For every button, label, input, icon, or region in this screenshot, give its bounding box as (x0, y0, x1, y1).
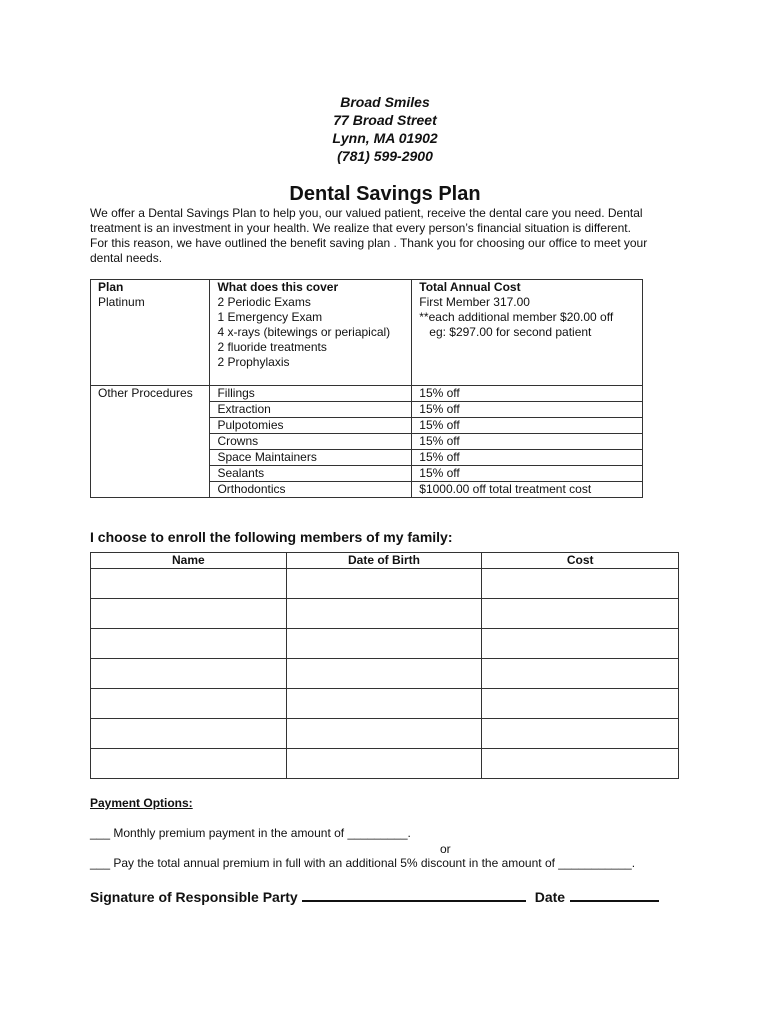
cover-header: What does this cover (217, 280, 339, 294)
monthly-payment-option[interactable]: ___ Monthly premium payment in the amount of _________. (90, 826, 411, 840)
cost-line: **each additional member $20.00 off (419, 310, 614, 324)
cost-line: First Member 317.00 (419, 295, 530, 309)
cover-item: 2 Periodic Exams (217, 295, 311, 309)
practice-street: 77 Broad Street (333, 112, 437, 128)
family-row (91, 659, 679, 689)
name-field[interactable] (91, 599, 287, 629)
dob-field[interactable] (286, 659, 482, 689)
procedure-name: Extraction (210, 402, 412, 418)
family-row (91, 599, 679, 629)
practice-phone: (781) 599-2900 (337, 148, 433, 164)
cover-item: 1 Emergency Exam (217, 310, 323, 324)
family-row (91, 629, 679, 659)
name-column-header: Name (91, 553, 287, 569)
intro-line: treatment is an investment in your health. We realize that every person’s financial situation is different. (90, 221, 631, 235)
date-label: Date (534, 889, 566, 905)
intro-line: For this reason, we have outlined the benefit saving plan . Thank you for choosing our office to meet your (90, 236, 648, 250)
family-members-table (90, 552, 679, 779)
family-row (91, 719, 679, 749)
plan-name: Other Procedures (98, 386, 193, 400)
dob-field[interactable] (286, 629, 482, 659)
family-row (91, 749, 679, 779)
cost-field[interactable] (482, 719, 679, 749)
procedure-cost: 15% off (412, 466, 643, 482)
signature-line (90, 888, 659, 906)
or-label: or (440, 842, 451, 856)
name-field[interactable] (91, 719, 287, 749)
family-row (91, 689, 679, 719)
cost-column-header: Cost (482, 553, 679, 569)
practice-name: Broad Smiles (340, 94, 430, 110)
cover-item: 4 x-rays (bitewings or periapical) (217, 325, 391, 339)
intro-paragraph (90, 206, 685, 266)
name-field[interactable] (91, 569, 287, 599)
other-procedures-cell (91, 386, 210, 498)
cost-field[interactable] (482, 599, 679, 629)
procedure-name: Sealants (210, 466, 412, 482)
name-field[interactable] (91, 659, 287, 689)
cost-field[interactable] (482, 569, 679, 599)
intro-line: dental needs. (90, 251, 163, 265)
procedure-name: Fillings (210, 386, 412, 402)
procedure-name: Orthodontics (210, 482, 412, 498)
dob-field[interactable] (286, 569, 482, 599)
procedure-cost: 15% off (412, 402, 643, 418)
name-field[interactable] (91, 689, 287, 719)
intro-line: We offer a Dental Savings Plan to help you, our valued patient, receive the dental care you need. Dental (90, 206, 643, 220)
plan-table (90, 279, 643, 498)
dob-field[interactable] (286, 719, 482, 749)
payment-options-heading: Payment Options: (90, 796, 193, 810)
procedure-name: Crowns (210, 434, 412, 450)
procedure-cost: 15% off (412, 450, 643, 466)
date-field[interactable] (570, 888, 659, 902)
cost-field[interactable] (482, 689, 679, 719)
page-title: Dental Savings Plan (289, 183, 481, 205)
letterhead (0, 93, 770, 165)
cost-field[interactable] (482, 749, 679, 779)
dob-field[interactable] (286, 749, 482, 779)
cost-field[interactable] (482, 629, 679, 659)
plan-header: Plan (98, 280, 124, 294)
procedure-name: Pulpotomies (210, 418, 412, 434)
cover-item: 2 Prophylaxis (217, 355, 290, 369)
procedure-cost: 15% off (412, 386, 643, 402)
procedure-row (91, 386, 643, 402)
platinum-row (91, 295, 643, 386)
family-table-header (91, 553, 679, 569)
cost-field[interactable] (482, 659, 679, 689)
cover-item: 2 fluoride treatments (217, 340, 327, 354)
annual-payment-option[interactable]: ___ Pay the total annual premium in full with an additional 5% discount in the amount of ___________. (90, 856, 636, 870)
dob-field[interactable] (286, 689, 482, 719)
signature-label: Signature of Responsible Party (90, 889, 298, 905)
name-field[interactable] (91, 749, 287, 779)
procedure-name: Space Maintainers (210, 450, 412, 466)
cost-header: Total Annual Cost (419, 280, 521, 294)
enroll-heading: I choose to enroll the following members of my family: (90, 529, 453, 545)
plan-table-header (91, 280, 643, 296)
plan-name: Platinum (98, 295, 145, 309)
cost-line: eg: $297.00 for second patient (419, 325, 592, 339)
procedure-cost: 15% off (412, 418, 643, 434)
procedure-cost: $1000.00 off total treatment cost (412, 482, 643, 498)
signature-field[interactable] (302, 888, 526, 902)
dob-field[interactable] (286, 599, 482, 629)
family-row (91, 569, 679, 599)
practice-city: Lynn, MA 01902 (332, 130, 438, 146)
procedure-cost: 15% off (412, 434, 643, 450)
name-field[interactable] (91, 629, 287, 659)
dob-column-header: Date of Birth (286, 553, 482, 569)
